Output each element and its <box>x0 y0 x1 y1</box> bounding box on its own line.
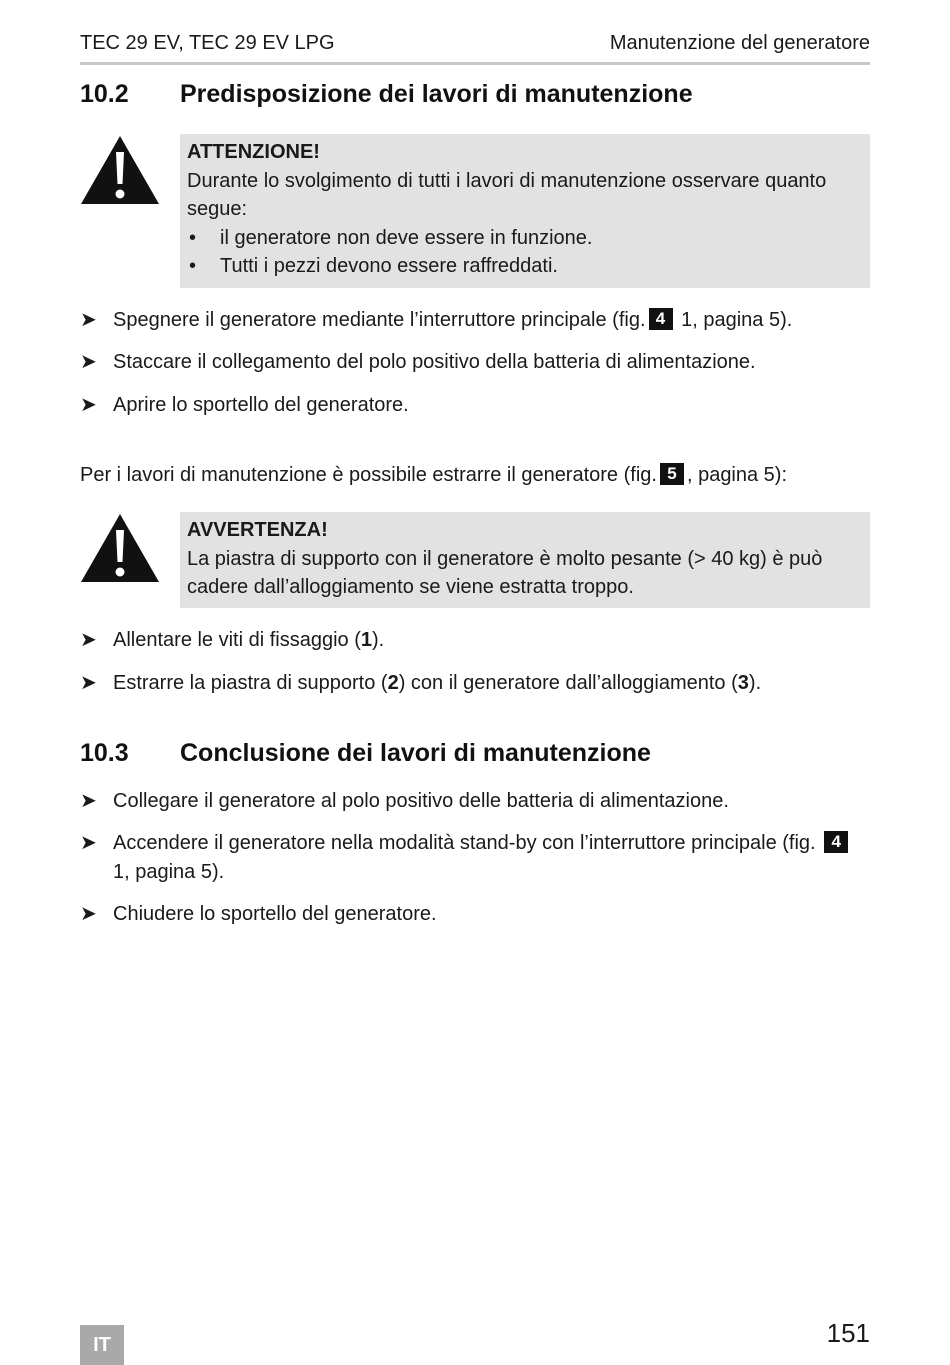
figure-ref-badge: 4 <box>649 308 673 330</box>
section-title: Conclusione dei lavori di manutenzione <box>180 739 651 767</box>
arrow-bullet-icon: ➤ <box>80 903 97 925</box>
attention-text: Durante lo svolgimento di tutti i lavori di manutenzione osservare quanto segue: <box>187 169 827 220</box>
body-paragraph: Per i lavori di manutenzione è possibile estrarre il generatore (fig. 5 , pagina 5): <box>80 464 788 486</box>
page-header <box>80 30 870 65</box>
arrow-bullet-icon: ➤ <box>80 351 97 373</box>
instruction-step: ➤ Aprire lo sportello del generatore. <box>80 391 870 420</box>
warning-triangle-icon <box>80 512 160 584</box>
page-number: 151 <box>826 1318 870 1348</box>
instruction-step: ➤ Accendere il generatore nella modalità stand-by con l’interruttore principale (fig. 4 1, pagina 5). <box>80 829 870 886</box>
bullet-dot-icon: • <box>189 226 197 249</box>
warning-triangle-icon <box>80 134 160 206</box>
section-title: Predisposizione dei lavori di manutenzione <box>180 80 693 108</box>
section-number: 10.3 <box>80 739 129 767</box>
attention-list <box>187 224 862 281</box>
figure-ref-badge: 4 <box>824 831 848 853</box>
arrow-bullet-icon: ➤ <box>80 629 97 651</box>
attention-box <box>180 134 870 288</box>
figure-ref-badge: 5 <box>660 463 684 485</box>
section-number: 10.2 <box>80 80 129 108</box>
arrow-bullet-icon: ➤ <box>80 832 97 854</box>
list-item: • Tutti i pezzi devono essere raffreddati. <box>187 252 862 281</box>
instruction-step: ➤ Allentare le viti di fissaggio (1). <box>80 626 870 655</box>
arrow-bullet-icon: ➤ <box>80 309 97 331</box>
instruction-step: ➤ Collegare il generatore al polo positivo delle batteria di alimentazione. <box>80 787 870 816</box>
arrow-bullet-icon: ➤ <box>80 672 97 694</box>
instruction-step: ➤ Spegnere il generatore mediante l’interruttore principale (fig. 4 1, pagina 5). <box>80 306 870 335</box>
language-tab: IT <box>80 1325 124 1365</box>
arrow-bullet-icon: ➤ <box>80 790 97 812</box>
attention-title: ATTENZIONE! <box>187 141 320 163</box>
instruction-step: ➤ Estrarre la piastra di supporto (2) con il generatore dall’alloggiamento (3). <box>80 669 870 698</box>
instruction-step: ➤ Staccare il collegamento del polo positivo della batteria di alimentazione. <box>80 348 870 377</box>
warning-title: AVVERTENZA! <box>187 519 328 541</box>
header-model: TEC 29 EV, TEC 29 EV LPG <box>80 32 335 54</box>
warning-box <box>180 512 870 608</box>
warning-text: La piastra di supporto con il generatore è molto pesante (> 40 kg) è può cadere dall’alloggiamento se viene estratta troppo. <box>187 547 823 598</box>
bullet-dot-icon: • <box>189 255 197 277</box>
header-chapter: Manutenzione del generatore <box>609 32 870 54</box>
list-item: • il generatore non deve essere in funzione. <box>187 224 862 253</box>
arrow-bullet-icon: ➤ <box>80 394 97 416</box>
instruction-step: ➤ Chiudere lo sportello del generatore. <box>80 900 870 929</box>
